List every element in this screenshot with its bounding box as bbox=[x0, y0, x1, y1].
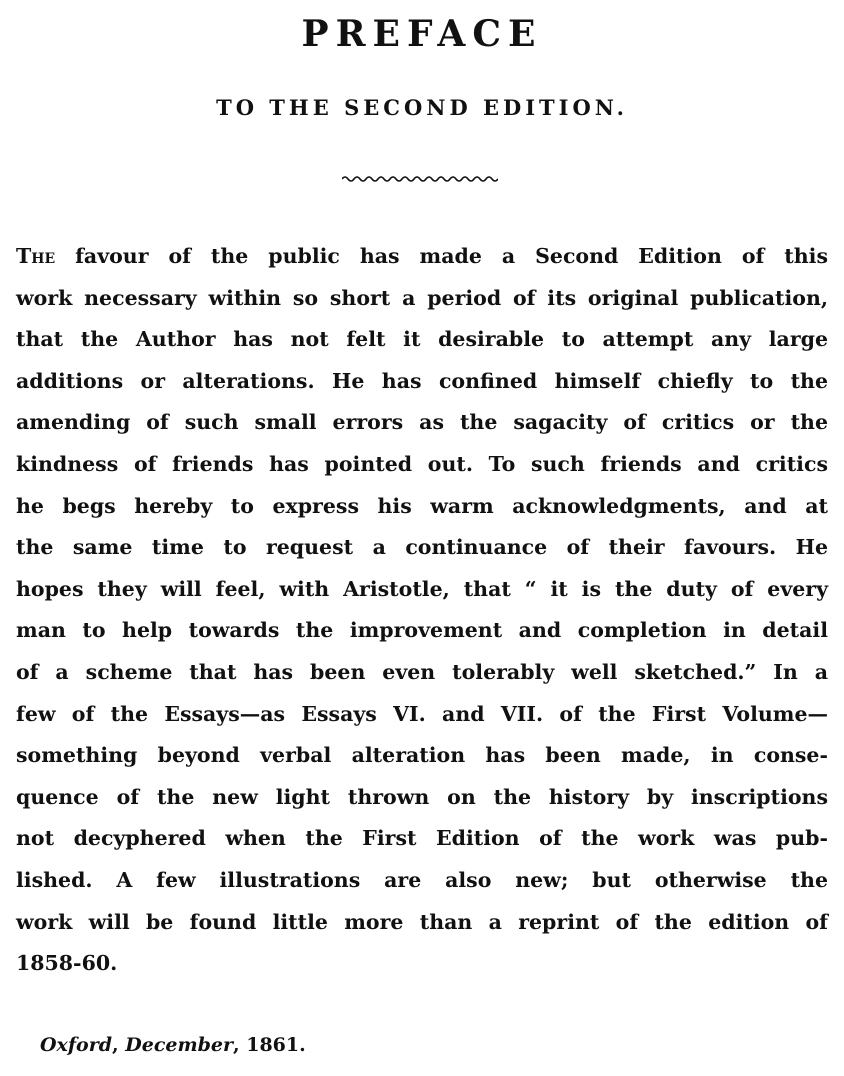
preface-line: The favour of the public has made a Second Edition of this bbox=[16, 244, 828, 268]
preface-line: kindness of friends has pointed out. To such friends and critics bbox=[16, 451, 828, 476]
preface-line: few of the Essays—as Essays VI. and VII. of the First Volume— bbox=[16, 701, 828, 726]
preface-line: of a scheme that has been even tolerably well sketched.” In a bbox=[16, 659, 828, 684]
preface-line: additions or alterations. He has confined himself chiefly to the bbox=[16, 368, 828, 393]
dateline-month: December bbox=[125, 1034, 233, 1056]
dateline-place: Oxford bbox=[40, 1034, 113, 1056]
dateline: Oxford, December, 1861. bbox=[40, 1034, 306, 1056]
preface-line: work necessary within so short a period of its original publication, bbox=[16, 285, 828, 310]
preface-line: that the Author has not felt it desirable to attempt any large bbox=[16, 327, 828, 352]
wavy-rule-ornament bbox=[342, 172, 498, 186]
preface-line: amending of such small errors as the sagacity of critics or the bbox=[16, 410, 828, 435]
preface-line: the same time to request a continuance of their favours. He bbox=[16, 535, 828, 560]
preface-line: lished. A few illustrations are also new; but otherwise the bbox=[16, 867, 828, 892]
preface-line-last: 1858-60. bbox=[16, 951, 118, 976]
preface-line: work will be found little more than a reprint of the edition of bbox=[16, 909, 828, 934]
preface-body bbox=[16, 236, 828, 985]
preface-line: quence of the new light thrown on the history by inscriptions bbox=[16, 784, 828, 809]
preface-line: hopes they will feel, with Aristotle, that “ it is the duty of every bbox=[16, 576, 828, 601]
dateline-year: 1861. bbox=[246, 1034, 306, 1056]
page-title: PREFACE bbox=[301, 13, 543, 55]
preface-line: man to help towards the improvement and completion in detail bbox=[16, 618, 828, 643]
page-subtitle: TO THE SECOND EDITION. bbox=[216, 95, 628, 120]
drop-word: The bbox=[16, 244, 56, 268]
preface-line: he begs hereby to express his warm acknowledgments, and at bbox=[16, 493, 828, 518]
preface-line: something beyond verbal alteration has been made, in conse- bbox=[16, 743, 828, 768]
preface-line: not decyphered when the First Edition of the work was pub- bbox=[16, 826, 828, 851]
